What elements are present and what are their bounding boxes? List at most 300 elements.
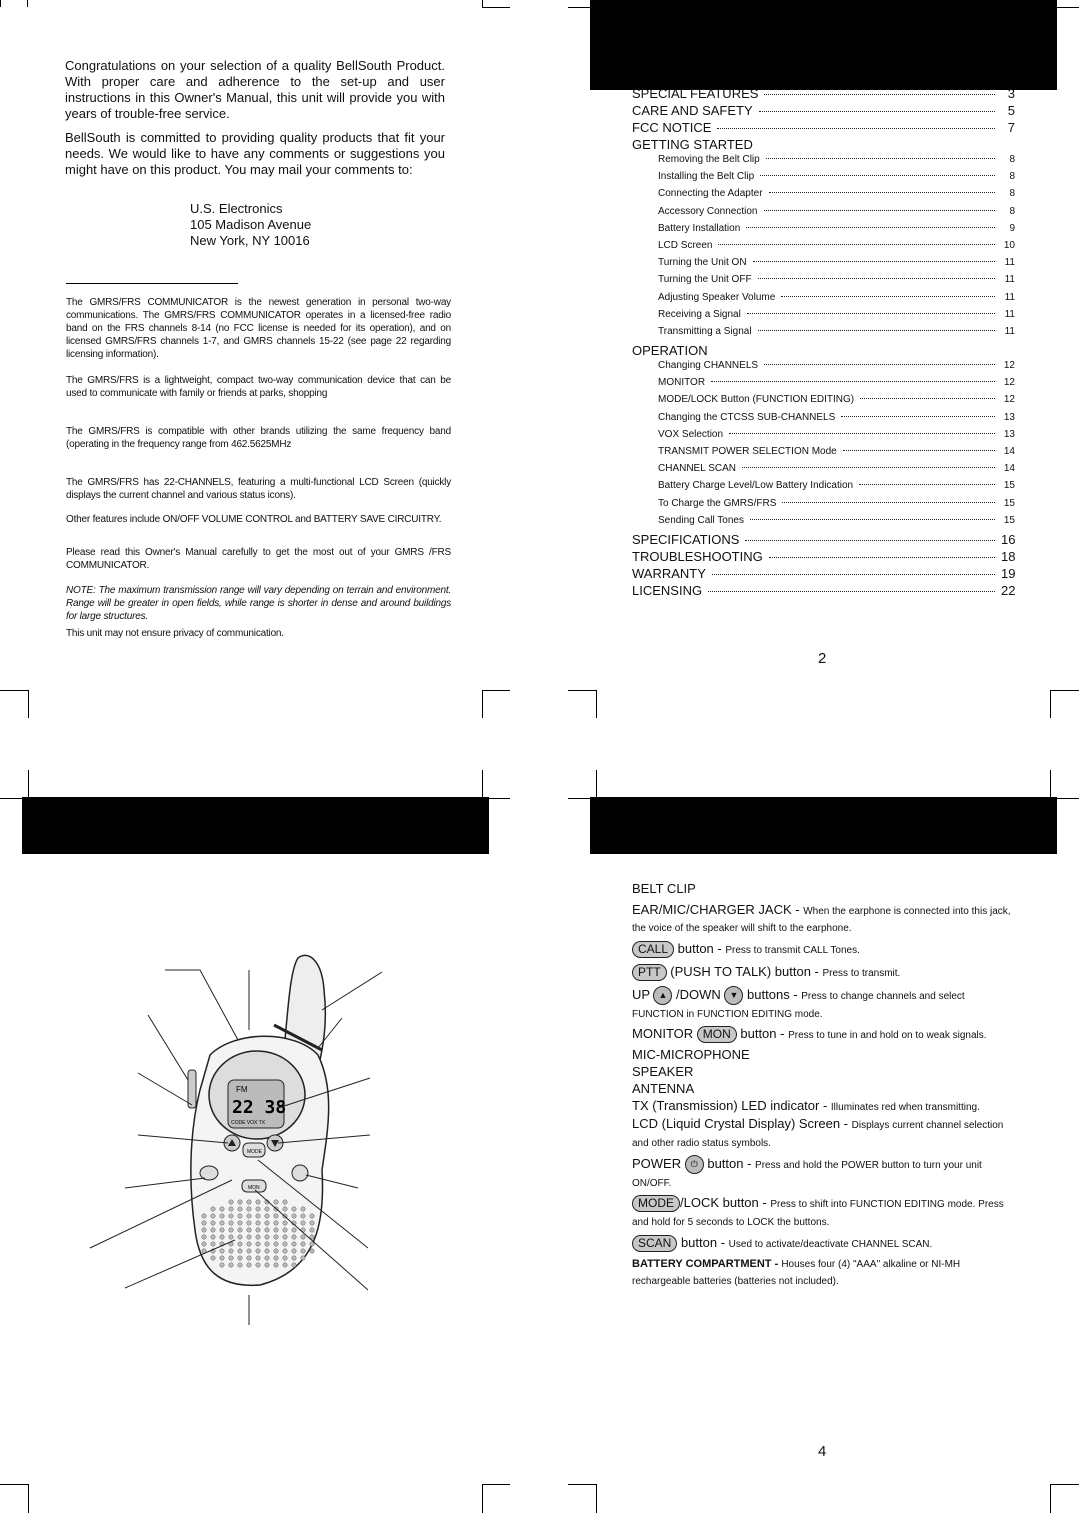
toc-entry: [632, 480, 1015, 497]
ptt-key-icon: PTT: [632, 964, 667, 981]
toc-entry-page: 19: [1001, 565, 1016, 581]
crop-mark: [482, 690, 510, 691]
feature-scan: SCAN button - Used to activate/deactivate CHANNEL SCAN.: [632, 1234, 1017, 1253]
range-note: NOTE: The maximum transmission range will vary depending on terrain and environment. Range will be greater in open fields, while range is shorter in dense and around buildings for large structures.: [66, 585, 451, 622]
feature-tx-led: TX (Transmission) LED indicator - Illuminates red when transmitting.: [632, 1098, 980, 1113]
up-arrow-icon: ▲: [653, 986, 672, 1005]
page-number: 4: [818, 1443, 827, 1460]
crop-mark: [596, 1484, 597, 1513]
toc-entry-title: Receiving a Signal: [658, 308, 741, 320]
toc-entry-page: 15: [1003, 480, 1015, 492]
toc-entry: [632, 206, 1015, 223]
grille-hole: [220, 1228, 224, 1232]
grille-hole: [265, 1228, 269, 1232]
grille-hole: [301, 1256, 305, 1260]
toc-entry-title: TRANSMIT POWER SELECTION Mode: [658, 446, 837, 457]
grille-hole: [211, 1235, 215, 1239]
grille-hole: [265, 1249, 269, 1253]
feature-power: POWER ⏻ button - Press and hold the POWER button to turn your unit ON/OFF.: [632, 1155, 982, 1189]
feature-speaker: SPEAKER: [632, 1064, 694, 1079]
toc-entry: [632, 583, 1015, 600]
toc-entry-page: 22: [1001, 582, 1016, 598]
toc-entry-title: TROUBLESHOOTING: [632, 548, 763, 564]
mode-key-icon: MODE: [632, 1195, 680, 1212]
toc-entry-title: Transmitting a Signal: [658, 325, 752, 337]
grille-hole: [301, 1207, 305, 1211]
address-line: U.S. Electronics: [190, 201, 283, 216]
toc-leader-dots: [764, 364, 995, 365]
crop-mark: [482, 1484, 510, 1485]
toc-leader-dots: [764, 94, 995, 95]
feature-ear-jack: EAR/MIC/CHARGER JACK - When the earphone is connected into this jack, the voice of the speaker will shift to the earphone.: [632, 902, 1011, 934]
grille-hole: [283, 1235, 287, 1239]
toc-entry-page: 12: [1003, 394, 1015, 406]
toc-entry-title: To Charge the GMRS/FRS: [658, 497, 777, 509]
toc-entry-page: 10: [1003, 239, 1015, 251]
grille-hole: [256, 1214, 260, 1218]
toc-entry-title: WARRANTY: [632, 565, 706, 581]
radio-diagram: [60, 930, 430, 1350]
toc-entry-title: Connecting the Adapter: [658, 188, 763, 200]
toc-entry-title: LCD Screen: [658, 239, 713, 251]
toc-entry: [632, 549, 1015, 566]
toc-entry: [632, 498, 1015, 515]
toc-entry-page: 14: [1003, 463, 1015, 475]
grille-hole: [265, 1235, 269, 1239]
toc-entry-title: Sending Call Tones: [658, 514, 744, 526]
grille-hole: [274, 1221, 278, 1225]
crop-mark: [0, 690, 28, 691]
leader-line: [148, 1015, 188, 1080]
intro-communicator: The GMRS/FRS COMMUNICATOR is the newest generation in personal two-way communications. The GMRS/FRS COMMUNICATOR operates in a licensed-free radio band on the FRS channels 8-14 (no FCC license is needed for its operation), and on licensed GMRS/FRS channels 1-7, and GMRS channels 15-22 (see page 22 regarding licensing information).: [66, 297, 451, 360]
toc-entry: [632, 326, 1015, 343]
crop-mark: [1050, 770, 1051, 798]
toc-entry-page: 13: [1003, 428, 1015, 440]
toc-leader-dots: [782, 502, 995, 503]
grille-hole: [220, 1256, 224, 1260]
grille-hole: [265, 1207, 269, 1211]
feature-belt-clip: BELT CLIP: [632, 881, 696, 896]
toc-entry: [632, 343, 1015, 360]
grille-hole: [247, 1200, 251, 1204]
grille-hole: [247, 1235, 251, 1239]
toc-leader-dots: [747, 313, 995, 314]
toc-entry-page: 7: [1007, 120, 1015, 135]
mon-key-icon: MON: [697, 1026, 737, 1043]
toc-leader-dots: [781, 296, 995, 297]
grille-hole: [274, 1256, 278, 1260]
toc-entry: [632, 377, 1015, 394]
crop-mark: [568, 690, 596, 691]
grille-hole: [256, 1228, 260, 1232]
call-key-icon: CALL: [632, 941, 674, 958]
mode-key-label: MODE: [247, 1149, 262, 1155]
features-header-bar: [590, 797, 1057, 854]
toc-leader-dots: [708, 591, 995, 592]
toc-leader-dots: [764, 210, 996, 211]
grille-hole: [265, 1242, 269, 1246]
grille-hole: [283, 1207, 287, 1211]
toc-entry-title: CARE AND SAFETY: [632, 103, 753, 118]
grille-hole: [256, 1242, 260, 1246]
toc-leader-dots: [758, 278, 995, 279]
grille-hole: [238, 1214, 242, 1218]
toc-entry-title: Adjusting Speaker Volume: [658, 291, 776, 303]
grille-hole: [211, 1207, 215, 1211]
power-icon: ⏻: [685, 1155, 704, 1174]
feature-battery: BATTERY COMPARTMENT - Houses four (4) "AAA" alkaline or NI-MH rechargeable batteries (batteries not included).: [632, 1258, 961, 1287]
toc-entry-page: 3: [1007, 86, 1015, 101]
grille-hole: [229, 1221, 233, 1225]
toc-entry-title: FCC NOTICE: [632, 120, 712, 135]
feature-monitor: MONITOR MON button - Press to tune in and hold on to weak signals.: [632, 1026, 987, 1041]
toc-entry-title: CHANNEL SCAN: [658, 463, 736, 475]
crop-mark: [0, 0, 1, 7]
crop-mark: [482, 770, 483, 798]
table-of-contents: [632, 86, 1015, 600]
grille-hole: [256, 1263, 260, 1267]
toc-leader-dots: [766, 158, 995, 159]
grille-hole: [310, 1249, 314, 1253]
grille-hole: [283, 1221, 287, 1225]
toc-entry: [632, 394, 1015, 411]
feature-mode-lock: MODE /LOCK button - Press to shift into FUNCTION EDITING mode. Press and hold for 5 seconds to LOCK the buttons.: [632, 1195, 1004, 1228]
grille-hole: [256, 1200, 260, 1204]
toc-entry: [632, 86, 1015, 103]
toc-entry: [632, 515, 1015, 532]
toc-entry: [632, 463, 1015, 480]
grille-hole: [220, 1207, 224, 1211]
toc-leader-dots: [753, 261, 995, 262]
crop-mark: [28, 1484, 29, 1513]
toc-entry-page: 16: [1001, 531, 1016, 547]
crop-mark: [1050, 690, 1051, 718]
toc-entry-title: LICENSING: [632, 582, 703, 598]
grille-hole: [283, 1256, 287, 1260]
toc-entry-title: SPECIFICATIONS: [632, 531, 740, 547]
grille-hole: [301, 1221, 305, 1225]
grille-hole: [283, 1228, 287, 1232]
toc-entry: [632, 240, 1015, 257]
crop-mark: [482, 0, 483, 7]
address-line: 105 Madison Avenue: [190, 217, 312, 232]
crop-mark: [568, 1484, 596, 1485]
grille-hole: [247, 1242, 251, 1246]
intro-channels: The GMRS/FRS has 22-CHANNELS, featuring a multi-functional LCD Screen (quickly displays the current channel and various status icons).: [66, 477, 451, 501]
toc-entry-title: Battery Installation: [658, 222, 741, 234]
grille-hole: [211, 1214, 215, 1218]
grille-hole: [265, 1256, 269, 1260]
toc-entry-title: GETTING STARTED: [632, 137, 753, 152]
feature-antenna: ANTENNA: [632, 1081, 695, 1096]
grille-hole: [310, 1228, 314, 1232]
grille-hole: [247, 1263, 251, 1267]
toc-entry-title: Removing the Belt Clip: [658, 154, 760, 165]
grille-hole: [274, 1200, 278, 1204]
grille-hole: [238, 1207, 242, 1211]
grille-hole: [211, 1221, 215, 1225]
toc-entry: [632, 532, 1015, 549]
grille-hole: [238, 1256, 242, 1260]
ptt-side-button: [188, 1070, 196, 1108]
crop-mark: [1050, 1484, 1079, 1485]
intro-read-manual: Please read this Owner's Manual carefully to get the most out of your GMRS /FRS COMMUNICATOR.: [66, 547, 451, 571]
toc-entry: [632, 446, 1015, 463]
toc-leader-dots: [760, 175, 995, 176]
toc-leader-dots: [769, 557, 995, 558]
mon-key-label: MON: [248, 1185, 260, 1191]
grille-hole: [220, 1263, 224, 1267]
toc-entry: [632, 566, 1015, 583]
toc-entry-page: 11: [1004, 291, 1015, 303]
crop-mark: [596, 770, 597, 798]
crop-mark: [482, 690, 483, 718]
toc-header-bar: [590, 0, 1057, 90]
page-number: 2: [818, 650, 827, 667]
grille-hole: [229, 1249, 233, 1253]
grille-hole: [274, 1235, 278, 1239]
grille-hole: [229, 1200, 233, 1204]
grille-hole: [283, 1242, 287, 1246]
grille-hole: [301, 1235, 305, 1239]
toc-entry: [632, 257, 1015, 274]
toc-entry-title: Installing the Belt Clip: [658, 171, 755, 183]
toc-entry-title: VOX Selection: [658, 428, 724, 440]
intro-lightweight: The GMRS/FRS is a lightweight, compact two-way communication device that can be used to communicate with family or friends at parks, shopping: [66, 375, 451, 399]
lcd-digits: 22 38: [232, 1097, 287, 1118]
grille-hole: [238, 1200, 242, 1204]
grille-hole: [211, 1256, 215, 1260]
toc-leader-dots: [746, 227, 995, 228]
grille-hole: [247, 1214, 251, 1218]
grille-hole: [211, 1242, 215, 1246]
grille-hole: [220, 1214, 224, 1218]
lcd-top-text: FM: [236, 1085, 248, 1094]
grille-hole: [301, 1214, 305, 1218]
crop-mark: [27, 0, 28, 7]
grille-hole: [247, 1221, 251, 1225]
toc-entry: [632, 292, 1015, 309]
toc-leader-dots: [718, 244, 995, 245]
scan-key-icon: SCAN: [632, 1235, 677, 1252]
grille-hole: [274, 1214, 278, 1218]
toc-entry-page: 11: [1004, 308, 1015, 320]
grille-hole: [247, 1256, 251, 1260]
toc-entry: [632, 188, 1015, 205]
toc-leader-dots: [717, 128, 995, 129]
grille-hole: [256, 1207, 260, 1211]
grille-hole: [229, 1263, 233, 1267]
toc-leader-dots: [750, 519, 995, 520]
crop-mark: [482, 7, 510, 8]
grille-hole: [238, 1228, 242, 1232]
grille-hole: [220, 1235, 224, 1239]
crop-mark: [28, 770, 29, 798]
leader-line: [138, 1073, 192, 1105]
grille-hole: [220, 1221, 224, 1225]
grille-hole: [238, 1249, 242, 1253]
leader-line: [322, 972, 382, 1010]
grille-hole: [292, 1235, 296, 1239]
grille-hole: [202, 1221, 206, 1225]
grille-hole: [283, 1263, 287, 1267]
grille-hole: [274, 1228, 278, 1232]
toc-entry-title: Accessory Connection: [658, 205, 758, 217]
toc-leader-dots: [712, 574, 995, 575]
grille-hole: [283, 1249, 287, 1253]
toc-entry-page: 5: [1007, 103, 1015, 118]
toc-entry: [632, 309, 1015, 326]
toc-entry-title: Battery Charge Level/Low Battery Indication: [658, 480, 854, 492]
toc-entry-page: 9: [1009, 222, 1015, 234]
feature-call: CALL button - Press to transmit CALL Tones.: [632, 940, 1017, 959]
toc-entry-title: MODE/LOCK Button (FUNCTION EDITING): [658, 394, 855, 406]
grille-hole: [292, 1207, 296, 1211]
grille-hole: [256, 1221, 260, 1225]
toc-leader-dots: [729, 433, 995, 434]
toc-leader-dots: [859, 484, 995, 485]
toc-entry-title: Changing CHANNELS: [658, 360, 759, 372]
crop-mark: [596, 690, 597, 718]
grille-hole: [301, 1249, 305, 1253]
toc-leader-dots: [843, 450, 995, 451]
grille-hole: [202, 1235, 206, 1239]
toc-entry-title: Changing the CTCSS SUB-CHANNELS: [658, 411, 836, 423]
toc-entry-page: 8: [1009, 205, 1015, 217]
toc-entry: [632, 103, 1015, 120]
down-arrow-icon: ▼: [724, 986, 743, 1005]
lcd-bottom-text: CODE VOX TX: [231, 1120, 266, 1126]
toc-entry-page: 11: [1004, 325, 1015, 337]
crop-mark: [1050, 690, 1079, 691]
grille-hole: [202, 1242, 206, 1246]
grille-hole: [211, 1228, 215, 1232]
toc-entry-page: 15: [1003, 514, 1015, 526]
intro-paragraph-2: BellSouth is committed to providing quality products that fit your needs. We would like to have any comments or suggestions you might have on this product. You may mail your comments to:: [65, 130, 445, 177]
grille-hole: [238, 1221, 242, 1225]
toc-entry-page: 11: [1004, 274, 1015, 286]
features-list: [632, 880, 1017, 1289]
toc-entry: [632, 412, 1015, 429]
grille-hole: [292, 1242, 296, 1246]
grille-hole: [292, 1249, 296, 1253]
crop-mark: [1050, 1484, 1051, 1513]
grille-hole: [202, 1214, 206, 1218]
diagram-header-bar: [22, 797, 489, 854]
grille-hole: [229, 1235, 233, 1239]
toc-leader-dots: [860, 398, 995, 399]
grille-hole: [292, 1214, 296, 1218]
toc-entry-page: 18: [1001, 548, 1016, 564]
grille-hole: [274, 1242, 278, 1246]
toc-entry: [632, 154, 1015, 171]
grille-hole: [229, 1228, 233, 1232]
grille-hole: [247, 1249, 251, 1253]
crop-mark: [28, 690, 29, 718]
toc-entry: [632, 171, 1015, 188]
toc-leader-dots: [745, 540, 995, 541]
grille-hole: [247, 1207, 251, 1211]
toc-entry-page: 8: [1009, 154, 1015, 165]
intro-paragraph-1: Congratulations on your selection of a quality BellSouth Product. With proper care and adherence to the set-up and user instructions in this Owner's Manual, this unit will provide you with years of trouble-free service.: [65, 58, 445, 121]
toc-entry-page: 8: [1009, 188, 1015, 200]
grille-hole: [229, 1214, 233, 1218]
grille-hole: [229, 1207, 233, 1211]
grille-hole: [202, 1228, 206, 1232]
toc-entry: [632, 274, 1015, 291]
toc-leader-dots: [758, 330, 995, 331]
toc-leader-dots: [742, 467, 995, 468]
address-line: New York, NY 10016: [190, 233, 310, 248]
grille-hole: [247, 1228, 251, 1232]
toc-entry-page: 12: [1003, 360, 1015, 372]
grille-hole: [265, 1221, 269, 1225]
grille-hole: [220, 1249, 224, 1253]
grille-hole: [265, 1214, 269, 1218]
grille-hole: [256, 1235, 260, 1239]
toc-entry-page: 14: [1003, 446, 1015, 457]
feature-ptt: PTT (PUSH TO TALK) button - Press to transmit.: [632, 963, 1017, 982]
divider: [66, 283, 238, 284]
crop-mark: [482, 1484, 483, 1513]
grille-hole: [310, 1221, 314, 1225]
grille-hole: [265, 1263, 269, 1267]
grille-hole: [238, 1235, 242, 1239]
toc-leader-dots: [759, 111, 995, 112]
toc-entry: [632, 137, 1015, 154]
grille-hole: [238, 1263, 242, 1267]
toc-entry-title: MONITOR: [658, 377, 706, 389]
grille-hole: [292, 1263, 296, 1267]
grille-hole: [238, 1242, 242, 1246]
toc-entry-title: SPECIAL FEATURES: [632, 86, 759, 101]
grille-hole: [256, 1256, 260, 1260]
toc-leader-dots: [769, 192, 995, 193]
mailing-address: [190, 201, 311, 249]
grille-hole: [283, 1200, 287, 1204]
leader-line: [165, 970, 238, 1040]
toc-entry-title: OPERATION: [632, 343, 708, 359]
intro-other-features: Other features include ON/OFF VOLUME CONTROL and BATTERY SAVE CIRCUITRY.: [66, 514, 442, 525]
toc-entry-title: Turning the Unit OFF: [658, 274, 752, 286]
toc-entry: [632, 429, 1015, 446]
privacy-note: This unit may not ensure privacy of communication.: [66, 628, 284, 639]
grille-hole: [229, 1256, 233, 1260]
toc-entry: [632, 223, 1015, 240]
intro-compatible: The GMRS/FRS is compatible with other brands utilizing the same frequency band (operating in the frequency range from 462.5625MHz: [66, 426, 451, 450]
grille-hole: [274, 1249, 278, 1253]
toc-entry: [632, 360, 1015, 377]
toc-entry: [632, 120, 1015, 137]
feature-lcd: LCD (Liquid Crystal Display) Screen - Displays current channel selection and other radio status symbols.: [632, 1116, 1004, 1149]
grille-hole: [292, 1228, 296, 1232]
crop-mark: [0, 1484, 28, 1485]
grille-hole: [292, 1256, 296, 1260]
feature-up-down: UP ▲ /DOWN ▼ buttons - Press to change channels and select FUNCTION in FUNCTION EDITING mode.: [632, 986, 965, 1020]
power-button: [292, 1165, 308, 1181]
toc-entry-page: 12: [1003, 377, 1015, 389]
toc-entry-page: 15: [1003, 497, 1015, 509]
grille-hole: [301, 1242, 305, 1246]
grille-hole: [274, 1263, 278, 1267]
feature-mic: MIC-MICROPHONE: [632, 1047, 750, 1062]
toc-entry-page: 13: [1003, 411, 1015, 423]
toc-leader-dots: [711, 381, 995, 382]
toc-entry-page: 8: [1009, 171, 1015, 183]
grille-hole: [310, 1214, 314, 1218]
toc-entry-page: 11: [1004, 257, 1015, 269]
toc-entry-title: Turning the Unit ON: [658, 257, 747, 269]
